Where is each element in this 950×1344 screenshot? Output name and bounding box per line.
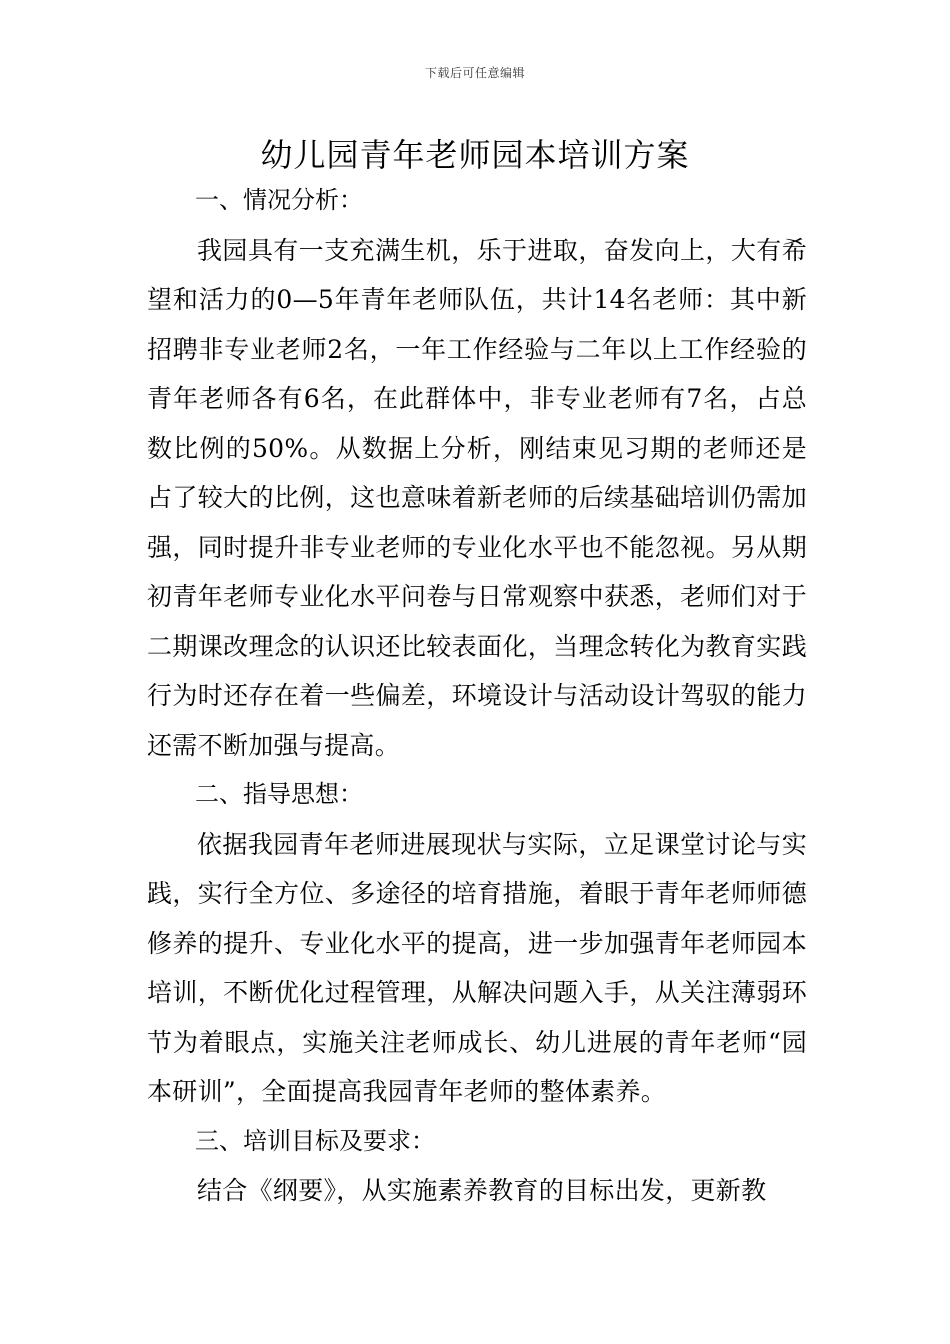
page-header-note: 下载后可任意编辑 <box>424 66 525 80</box>
section-heading-situation-analysis: 一、情况分析： <box>195 186 363 214</box>
section-paragraph-training-goals: 结合《纲要》，从实施素养教育的目标出发，更新教 <box>197 1176 767 1205</box>
section-heading-training-goals: 三、培训目标及要求： <box>195 1126 435 1155</box>
document-title: 幼儿园青年老师园本培训方案 <box>260 136 690 174</box>
section-paragraph-situation-analysis: 我园具有一支充满生机，乐于进取，奋发向上，大有希望和活力的0—5年青年老师队伍，共计14名老师：其中新招聘非专业老师2名，一年工作经验与二年以上工作经验的青年老师各有6名，在此群体中，非专业老师有7名，占总数比例的50%。从数据上分析，刚结束见习期的老师还是占了较大的比例，这也意味着新老师的后续基础培训仍需加强，同时提升非专业老师的专业化水平也不能忽视。另从期初青年老师专业化水平问卷与日常观察中获悉，老师们对于二期课改理念的认识还比较表面化，当理念转化为教育实践行为时还存在着一些偏差，环境设计与活动设计驾驭的能力还需不断加强与提高。 <box>147 235 807 760</box>
document-body <box>147 176 807 1216</box>
section-heading-guiding-ideology: 二、指导思想： <box>195 780 363 808</box>
section-paragraph-guiding-ideology: 依据我园青年老师进展现状与实际，立足课堂讨论与实践，实行全方位、多途径的培育措施，着眼于青年老师师德修养的提升、专业化水平的提高，进一步加强青年老师园本培训，不断优化过程管理，从解决问题入手，从关注薄弱环节为着眼点，实施关注老师成长、幼儿进展的青年老师“园本研训”，全面提高我园青年老师的整体素养。 <box>147 829 807 1106</box>
